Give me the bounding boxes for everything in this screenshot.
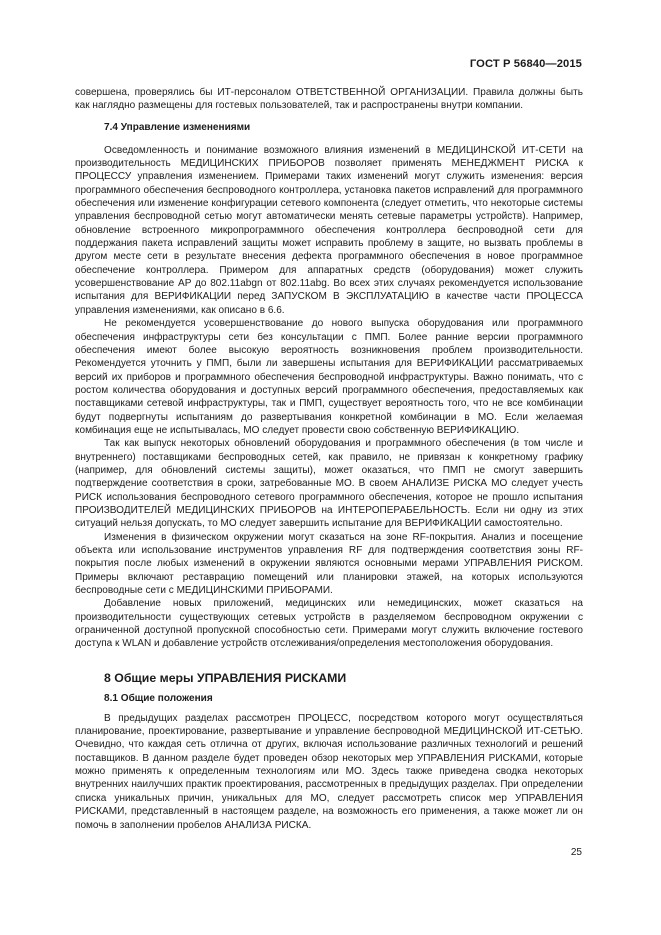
page-number: 25 (570, 847, 582, 858)
standard-header: ГОСТ Р 56840—2015 (469, 58, 582, 70)
paragraph-7-4-1: Осведомленность и понимание возможного влияния изменений в МЕДИЦИНСКОЙ ИТ-СЕТИ на производительность МЕДИЦИНСКИХ ПРИБОРОВ позволяет применять МЕНЕДЖМЕНТ РИСКА к ПРОЦЕССУ управления изменением. Примерами таких изменений могут служить изменения: версия программного обеспечения беспроводного контроллера, установка пакетов исправлений для программного обеспечения или изменение конфигурации сетевого компонента (следует отметить, что некоторые системы управления беспроводной сетью могут автоматически менять сетевые параметры устройств). Например, обновление встроенного микропрограммного обеспечения контроллера беспроводной сети для поддержания пакета исправлений защиты может исправить проблему в защите, но вызвать проблемы в другом месте сети в результате внесения дефекта программного обеспечения в новое программное обеспечение контроллера. Примером для аппаратных средств (оборудования) может служить усовершенствование AP до 802.11abgn от 802.11abg. Во всех этих случаях рекомендуется использование испытания для ВЕРИФИКАЦИИ перед ЗАПУСКОМ В ЭКСПЛУАТАЦИЮ в качестве части ПРОЦЕССА управления изменениями, как описано в 6.6. (75, 144, 583, 316)
paragraph-8-1-1: В предыдущих разделах рассмотрен ПРОЦЕСС, посредством которого могут осуществляться планирование, проектирование, развертывание и управление беспроводной МЕДИЦИНСКОЙ ИТ-СЕТЬЮ. Очевидно, что каждая сеть отлична от других, включая использование различных технологий и решений поставщиков. В данном разделе будет проведен обзор некоторых мер УПРАВЛЕНИЯ РИСКАМИ, которые можно применять к определенным технологиям или МО. Здесь также приведена сводка некоторых внутренних наилучших практик проектирования, рассмотренных в предыдущих разделах. При определении списка уникальных причин, уникальных для МО, следует рассмотреть список мер УПРАВЛЕНИЯ РИСКАМИ, представленный в настоящем разделе, на возможность его применения, а также может ли он помочь в заполнении пробелов АНАЛИЗА РИСКА. (75, 712, 583, 831)
subsection-heading-8-1: 8.1 Общие положения (104, 692, 213, 704)
paragraph-7-4-5: Добавление новых приложений, медицинских или немедицинских, может сказаться на производительности существующих сетевых устройств в разделяемом беспроводном окружении с ограниченной доступной пропускной способностью сети. Примерами могут служить включение гостевого доступа к WLAN и добавление устройств отслеживания/определения местоположения оборудования. (75, 598, 583, 650)
paragraph-7-4-3: Так как выпуск некоторых обновлений оборудования и программного обеспечения (в том числе и внутреннего) поставщиками беспроводных сетей, как правило, не привязан к конкретному графику (например, для обновлений системы защиты), может оказаться, что ПМП не смогут завершить подтверждение соответствия в сроки, затребованные МО. В своем АНАЛИЗЕ РИСКА МО следует учесть РИСК использования беспроводного сетевого программного обеспечения, которое не прошло испытания ПРОИЗВОДИТЕЛЕЙ МЕДИЦИНСКИХ ПРИБОРОВ на ИНТЕРОПЕРАБЕЛЬНОСТЬ. Если ни одну из этих ситуаций нельзя допускать, то МО следует завершить испытание для ВЕРИФИКАЦИИ самостоятельно. (75, 438, 583, 530)
section-heading-8: 8 Общие меры УПРАВЛЕНИЯ РИСКАМИ (104, 670, 347, 685)
paragraph-intro-continuation: совершена, проверялись бы ИТ-персоналом ОТВЕТСТВЕННОЙ ОРГАНИЗАЦИИ. Правила должны быть как наглядно размещены для гостевых пользователей, так и распространены внутри компании. (75, 87, 583, 112)
paragraph-7-4-2: Не рекомендуется усовершенствование до нового выпуска оборудования или программного обеспечения инфраструктуры сети без консультации с ПМП. Более ранние версии программного обеспечения имеют более высокую вероятность возникновения проблем производительности. Рекомендуется уточнить у ПМП, были ли завершены испытания для ВЕРИФИКАЦИИ рассматриваемых версий их приборов и программного обеспечения беспроводной инфраструктуры. Важно понимать, что с ростом количества оборудования и доступных версий программного обеспечения, предоставляемых как поставщиками сетевой инфраструктуры, так и ПМП, существует вероятность того, что не все комбинации будут подвергнуты испытаниям до развертывания конкретной комбинации в МО. Если желаемая комбинация еще не испытывалась, МО следует провести свою собственную ВЕРИФИКАЦИЮ. (75, 318, 583, 436)
page-content (75, 86, 583, 832)
subsection-heading-7-4: 7.4 Управление изменениями (104, 121, 251, 133)
paragraph-7-4-4: Изменения в физическом окружении могут сказаться на зоне RF-покрытия. Анализ и посещение объекта или использование инструментов управления RF для подтверждения соответствия зоны RF-покрытия после любых изменений в окружении являются основными мерами УПРАВЛЕНИЯ РИСКОМ. Примеры включают реставрацию помещений или планировки этажей, на которых используются беспроводные сети с МЕДИЦИНСКИМИ ПРИБОРАМИ. (75, 531, 583, 597)
